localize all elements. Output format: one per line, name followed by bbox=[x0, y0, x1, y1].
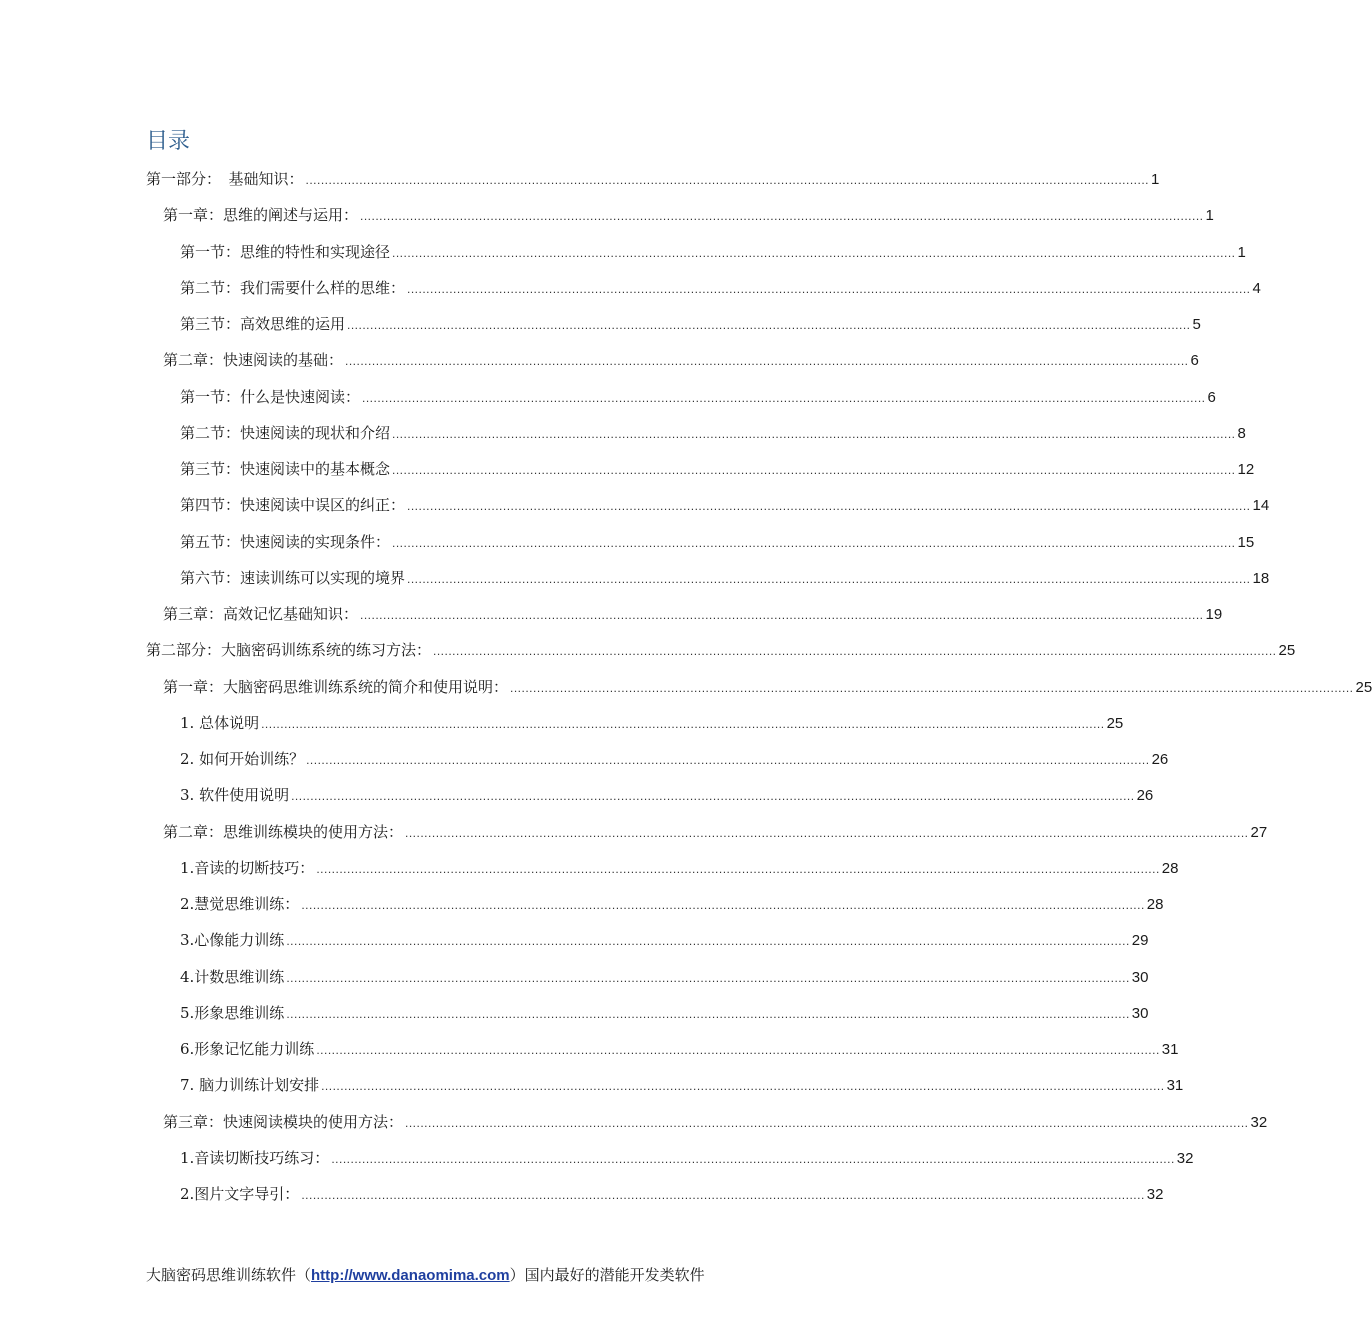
toc-entry-page: 27 bbox=[1250, 823, 1268, 841]
toc-dot-leader: ............................................................................................................................................................................................................................ bbox=[316, 861, 1160, 876]
toc-entry[interactable] bbox=[180, 567, 1270, 589]
toc-entry-label: 第三节：高效思维的运用 bbox=[180, 315, 346, 333]
toc-entry[interactable] bbox=[163, 603, 1223, 625]
toc-entry-label: 第五节：快速阅读的实现条件： bbox=[180, 532, 391, 551]
toc-dot-leader: ............................................................................................................................................................................................................................ bbox=[331, 1151, 1175, 1166]
toc-entry[interactable] bbox=[180, 458, 1255, 480]
toc-entry[interactable] bbox=[180, 784, 1154, 806]
toc-entry-label: 1. 总体说明 bbox=[180, 713, 260, 732]
toc-dot-leader: ............................................................................................................................................................................................................................ bbox=[433, 644, 1277, 659]
toc-entry-page: 31 bbox=[1161, 1041, 1179, 1058]
toc-entry-label: 3.心像能力训练 bbox=[180, 931, 285, 950]
toc-entry-page: 4 bbox=[1252, 279, 1261, 297]
toc-entry[interactable] bbox=[163, 1111, 1268, 1133]
toc-entry-label: 第三节：快速阅读中的基本概念 bbox=[180, 460, 391, 478]
toc-dot-leader: ............................................................................................................................................................................................................................ bbox=[407, 499, 1251, 514]
toc-entry-page: 15 bbox=[1237, 533, 1255, 551]
toc-entry-label: 第一节：什么是快速阅读： bbox=[180, 387, 361, 406]
toc-entry-label: 第二节：快速阅读的现状和介绍 bbox=[180, 423, 391, 442]
footer-prefix: 大脑密码思维训练软件（ bbox=[146, 1266, 312, 1284]
toc-entry-page: 32 bbox=[1146, 1186, 1164, 1203]
toc-dot-leader: ............................................................................................................................................................................................................................ bbox=[407, 571, 1251, 586]
toc-entry[interactable] bbox=[180, 966, 1149, 988]
toc-entry[interactable] bbox=[180, 386, 1216, 408]
toc-dot-leader: ............................................................................................................................................................................................................................ bbox=[286, 1006, 1130, 1021]
toc-entry[interactable] bbox=[163, 676, 1372, 698]
toc-entry[interactable] bbox=[180, 1147, 1194, 1169]
toc-dot-leader: ............................................................................................................................................................................................................................ bbox=[316, 1043, 1160, 1057]
toc-entry[interactable] bbox=[180, 893, 1164, 915]
toc-dot-leader: ............................................................................................................................................................................................................................ bbox=[291, 789, 1135, 804]
toc-entry-page: 1 bbox=[1205, 207, 1214, 225]
toc-dot-leader: ............................................................................................................................................................................................................................ bbox=[286, 970, 1130, 985]
toc-dot-leader: ............................................................................................................................................................................................................................ bbox=[261, 716, 1105, 731]
toc-entry-page: 1 bbox=[1151, 171, 1160, 188]
toc-entry-page: 6 bbox=[1190, 352, 1199, 370]
toc-entry-page: 25 bbox=[1278, 642, 1296, 660]
toc-dot-leader: ............................................................................................................................................................................................................................ bbox=[392, 245, 1236, 260]
toc-entry-page: 29 bbox=[1131, 932, 1149, 950]
toc-entry[interactable] bbox=[180, 748, 1169, 770]
toc-dot-leader: ............................................................................................................................................................................................................................ bbox=[347, 318, 1191, 332]
toc-entry-label: 第二节：我们需要什么样的思维： bbox=[180, 278, 406, 297]
toc-entry-label: 2.慧觉思维训练： bbox=[180, 895, 300, 913]
toc-entry-page: 6 bbox=[1207, 388, 1216, 406]
toc-entry[interactable] bbox=[163, 204, 1214, 226]
toc-dot-leader: ............................................................................................................................................................................................................................ bbox=[405, 1115, 1249, 1130]
toc-entry-label: 6.形象记忆能力训练 bbox=[180, 1040, 315, 1058]
toc-entry-label: 第六节：速读训练可以实现的境界 bbox=[180, 568, 406, 587]
toc-entry[interactable] bbox=[180, 1074, 1184, 1096]
footer-link[interactable]: http://www.danaomima.com bbox=[311, 1267, 510, 1284]
toc-entry[interactable] bbox=[180, 929, 1149, 951]
toc-entry-label: 3. 软件使用说明 bbox=[180, 786, 290, 805]
toc-entry[interactable] bbox=[180, 494, 1270, 516]
toc-entry-page: 26 bbox=[1151, 751, 1169, 768]
toc-entry-page: 5 bbox=[1192, 316, 1201, 333]
toc-entry-page: 8 bbox=[1237, 424, 1246, 442]
toc-dot-leader: ............................................................................................................................................................................................................................ bbox=[360, 209, 1204, 224]
toc-dot-leader: ............................................................................................................................................................................................................................ bbox=[392, 463, 1236, 477]
toc-entry-label: 第一章：大脑密码思维训练系统的简介和使用说明： bbox=[163, 677, 509, 696]
toc-dot-leader: ............................................................................................................................................................................................................................ bbox=[407, 281, 1251, 296]
toc-dot-leader: ............................................................................................................................................................................................................................ bbox=[301, 1188, 1145, 1202]
toc-entry[interactable] bbox=[180, 1038, 1179, 1060]
toc-entry-label: 第二部分：大脑密码训练系统的练习方法： bbox=[146, 641, 432, 660]
toc-entry-page: 31 bbox=[1166, 1077, 1184, 1095]
toc-dot-leader: ............................................................................................................................................................................................................................ bbox=[405, 825, 1249, 840]
toc-entry-label: 第三章：快速阅读模块的使用方法： bbox=[163, 1112, 404, 1131]
toc-dot-leader: ............................................................................................................................................................................................................................ bbox=[301, 898, 1145, 912]
toc-entry-page: 32 bbox=[1176, 1149, 1194, 1167]
toc-entry[interactable] bbox=[180, 531, 1255, 553]
toc-entry-page: 25 bbox=[1355, 678, 1372, 696]
toc-entry-page: 28 bbox=[1146, 896, 1164, 913]
toc-entry-label: 7. 脑力训练计划安排 bbox=[180, 1076, 320, 1095]
toc-dot-leader: ............................................................................................................................................................................................................................ bbox=[286, 934, 1130, 949]
toc-entry-label: 2. 如何开始训练？ bbox=[180, 750, 305, 768]
toc-entry-label: 1.音读切断技巧练习： bbox=[180, 1148, 330, 1167]
toc-dot-leader: ............................................................................................................................................................................................................................ bbox=[345, 354, 1189, 369]
toc-entry-page: 14 bbox=[1252, 497, 1270, 515]
toc-entry-label: 第二章：快速阅读的基础： bbox=[163, 351, 344, 370]
toc-entry-label: 5.形象思维训练 bbox=[180, 1003, 285, 1022]
toc-entry-page: 28 bbox=[1161, 859, 1179, 877]
page-footer bbox=[146, 1264, 705, 1285]
toc-entry[interactable] bbox=[146, 168, 1160, 190]
toc-entry-label: 4.计数思维训练 bbox=[180, 967, 285, 986]
toc-dot-leader: ............................................................................................................................................................................................................................ bbox=[360, 608, 1204, 622]
toc-entry[interactable] bbox=[180, 712, 1124, 734]
toc-entry-page: 1 bbox=[1237, 243, 1246, 261]
toc-entry[interactable] bbox=[180, 277, 1261, 299]
toc-entry-page: 30 bbox=[1131, 1004, 1149, 1022]
toc-entry[interactable] bbox=[180, 422, 1246, 444]
toc-dot-leader: ............................................................................................................................................................................................................................ bbox=[321, 1079, 1165, 1094]
toc-entry-page: 26 bbox=[1136, 787, 1154, 805]
toc-dot-leader: ............................................................................................................................................................................................................................ bbox=[392, 426, 1236, 441]
toc-entry-label: 第三章：高效记忆基础知识： bbox=[163, 605, 359, 623]
toc-entry[interactable] bbox=[163, 821, 1268, 843]
footer-suffix: ）国内最好的潜能开发类软件 bbox=[509, 1266, 705, 1284]
toc-dot-leader: ............................................................................................................................................................................................................................ bbox=[306, 753, 1150, 767]
toc-entry[interactable] bbox=[180, 313, 1201, 335]
toc-entry-page: 19 bbox=[1205, 606, 1223, 623]
toc-entry-label: 第四节：快速阅读中误区的纠正： bbox=[180, 496, 406, 515]
toc-dot-leader: ............................................................................................................................................................................................................................ bbox=[305, 173, 1149, 187]
toc-dot-leader: ............................................................................................................................................................................................................................ bbox=[392, 535, 1236, 550]
toc-dot-leader: ............................................................................................................................................................................................................................ bbox=[510, 680, 1354, 695]
toc-entry[interactable] bbox=[180, 857, 1179, 879]
toc-entry-label: 1.音读的切断技巧： bbox=[180, 858, 315, 877]
toc-entry[interactable] bbox=[146, 639, 1296, 661]
toc-entry-page: 12 bbox=[1237, 461, 1255, 478]
toc-entry-label: 第一章：思维的阐述与运用： bbox=[163, 206, 359, 225]
toc-entry-page: 18 bbox=[1252, 569, 1270, 587]
toc-entry[interactable] bbox=[163, 349, 1199, 371]
toc-entry[interactable] bbox=[180, 1002, 1149, 1024]
toc-entry-label: 第一节：思维的特性和实现途径 bbox=[180, 242, 391, 261]
toc-entry-page: 25 bbox=[1106, 714, 1124, 732]
toc-entry-page: 32 bbox=[1250, 1113, 1268, 1131]
toc-entry-label: 第一部分： 基础知识： bbox=[146, 170, 304, 188]
toc-entry-label: 第二章：思维训练模块的使用方法： bbox=[163, 822, 404, 841]
toc-entry[interactable] bbox=[180, 1183, 1164, 1205]
toc-dot-leader: ............................................................................................................................................................................................................................ bbox=[362, 390, 1206, 405]
toc-title: 目录 bbox=[146, 129, 191, 154]
toc-entry[interactable] bbox=[180, 241, 1246, 263]
toc-entry-page: 30 bbox=[1131, 968, 1149, 986]
toc-entry-label: 2.图片文字导引： bbox=[180, 1185, 300, 1203]
